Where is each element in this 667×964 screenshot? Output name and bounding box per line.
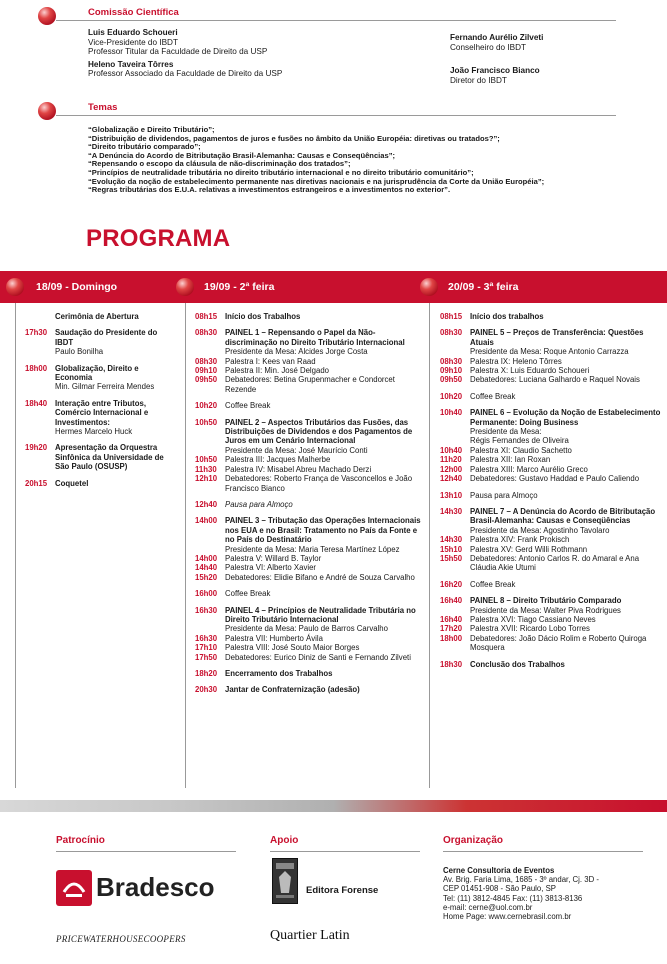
talk-row <box>195 465 423 474</box>
schedule-title: PAINEL 2 – Aspectos Tributários das Fusões, das Distribuições de Dividendos e dos Pagamentos de Juros em um Cenário Internacional <box>225 417 413 446</box>
schedule-detail: Presidente da Mesa: Walter Piva Rodrigues <box>470 605 621 615</box>
red-ball-ornament <box>176 278 194 296</box>
org-line: Tel: (11) 3812-4845 Fax: (11) 3813-8136 <box>443 893 583 903</box>
schedule-block <box>440 596 662 652</box>
section-title-temas: Temas <box>88 102 118 113</box>
talk-row <box>440 446 662 455</box>
timeline-line <box>15 303 16 788</box>
tema-item: “Repensando o escopo da cláusula de não-discriminação dos tratados”; <box>88 159 351 169</box>
schedule-block <box>195 516 423 582</box>
talk-row <box>195 357 423 366</box>
talk-time: 16h40 <box>440 614 463 624</box>
member-name: Luis Eduardo Schoueri <box>88 28 178 37</box>
schedule-title: PAINEL 8 – Direito Tributário Comparado <box>470 596 622 606</box>
schedule-block <box>195 606 423 662</box>
schedule-item <box>195 669 423 678</box>
talk-text: Palestra VII: Humberto Ávila <box>225 633 323 643</box>
member-role: Vice-Presidente do IBDT <box>88 37 178 47</box>
schedule-title: Coffee Break <box>470 391 516 401</box>
schedule-title: Coffee Break <box>225 401 271 411</box>
member-role: Diretor do IBDT <box>450 75 507 85</box>
schedule-time <box>25 312 55 321</box>
talk-row <box>440 375 662 384</box>
schedule-item <box>440 491 662 500</box>
org-line: Home Page: www.cernebrasil.com.br <box>443 912 572 922</box>
red-ball-ornament <box>420 278 438 296</box>
member-name: Heleno Taveira Tôrres <box>88 59 174 69</box>
schedule-content <box>55 399 175 437</box>
talk-row <box>440 634 662 653</box>
schedule-title: Início dos trabalhos <box>470 312 544 321</box>
schedule-content <box>225 669 423 678</box>
forense-label: Editora Forense <box>306 885 379 896</box>
schedule-title: PAINEL 4 – Princípios de Neutralidade Tributária no Direito Tributário Internacional <box>225 605 416 624</box>
schedule-item <box>25 443 175 471</box>
red-ball-ornament <box>38 102 56 120</box>
programa-title: PROGRAMA <box>86 225 231 252</box>
apoio-title: Apoio <box>270 835 299 846</box>
tema-item: “A Denúncia do Acordo de Bitributação Brasil-Alemanha: Causas e Conseqüências”; <box>88 150 396 160</box>
member-name: João Francisco Bianco <box>450 66 540 76</box>
talk-time: 09h50 <box>195 375 218 385</box>
schedule-item <box>25 328 175 356</box>
schedule-time: 14h00 <box>195 516 218 526</box>
talk-text: Debatedores: Antonio Carlos R. do Amaral e Ana Cláudia Akie Utumi <box>470 553 640 573</box>
schedule-item <box>440 507 662 535</box>
talk-text: Debatedores: Luciana Galhardo e Raquel Novais <box>470 375 640 385</box>
schedule-content <box>225 328 423 356</box>
schedule-content <box>470 580 662 589</box>
schedule-detail: Presidente da Mesa: Maria Teresa Martínez López <box>225 544 400 554</box>
schedule-title: Pausa para Almoço <box>225 499 293 509</box>
schedule-item <box>25 364 175 392</box>
schedule-content <box>225 685 423 694</box>
talk-row <box>440 535 662 544</box>
talk-row <box>440 554 662 573</box>
tema-item: “Globalização e Direito Tributário”; <box>88 125 215 134</box>
talk-row <box>195 554 423 563</box>
schedule-content <box>225 500 423 509</box>
talk-text: Palestra XII: Ian Roxan <box>470 455 551 465</box>
schedule-day-2 <box>195 312 423 702</box>
schedule-detail: Presidente da Mesa: Paulo de Barros Carvalho <box>225 624 388 634</box>
red-ball-ornament <box>6 278 24 296</box>
talk-text: Palestra VI: Alberto Xavier <box>225 563 317 573</box>
comissao-right <box>450 33 650 85</box>
schedule-content <box>55 443 175 471</box>
talk-time: 14h40 <box>195 563 218 573</box>
quartier-latin-wordmark: Quartier Latin <box>270 928 350 943</box>
talk-row <box>440 465 662 474</box>
schedule-content <box>225 606 423 634</box>
talk-text: Palestra XI: Claudio Sachetto <box>470 445 572 455</box>
schedule-title: Cerimônia de Abertura <box>55 312 139 321</box>
tema-item: “Distribuição de dividendos, pagamentos de juros e fusões no âmbito da União Européia: diretivas ou tratados?”; <box>88 133 500 143</box>
timeline-line <box>185 303 186 788</box>
schedule-content <box>470 408 662 446</box>
schedule-title: Pausa para Almoço <box>470 490 538 500</box>
schedule-item <box>25 479 175 488</box>
forense-logo-icon <box>272 858 298 904</box>
schedule-time: 16h20 <box>440 579 463 589</box>
schedule-item <box>440 596 662 615</box>
schedule-item <box>440 408 662 446</box>
schedule-title: Coffee Break <box>470 579 516 589</box>
talk-row <box>195 563 423 572</box>
talk-row <box>195 366 423 375</box>
talk-time: 18h00 <box>440 633 463 643</box>
member-name: Fernando Aurélio Zilveti <box>450 33 544 42</box>
section-title-comissao: Comissão Científica <box>88 7 179 18</box>
talk-text: Palestra XIII: Marco Aurélio Greco <box>470 464 588 474</box>
org-line: e-mail: cerne@uol.com.br <box>443 902 533 912</box>
talk-row <box>440 615 662 624</box>
schedule-time: 08h15 <box>440 312 463 321</box>
schedule-time: 18h40 <box>25 398 48 408</box>
org-line: CEP 01451-908 - São Paulo, SP <box>443 884 556 894</box>
talk-text: Debatedores: Betina Grupenmacher e Condorcet Rezende <box>225 375 395 394</box>
talk-text: Palestra IX: Heleno Tôrres <box>470 356 562 366</box>
schedule-item <box>440 580 662 589</box>
schedule-content <box>225 312 423 321</box>
schedule-content <box>470 328 662 356</box>
schedule-content <box>55 312 175 321</box>
schedule-content <box>470 312 662 321</box>
schedule-detail: Presidente da Mesa: Roque Antonio Carrazza <box>470 347 629 357</box>
schedule-content <box>225 418 423 456</box>
schedule-time: 20h15 <box>25 478 48 488</box>
schedule-time: 16h00 <box>195 589 218 599</box>
schedule-item <box>195 516 423 554</box>
schedule-item <box>25 399 175 437</box>
schedule-block <box>440 507 662 573</box>
talk-text: Palestra II: Min. José Delgado <box>225 366 330 376</box>
schedule-detail: Presidente da Mesa: José Maurício Conti <box>225 445 368 455</box>
schedule-item <box>440 312 662 321</box>
schedule-item <box>195 589 423 598</box>
patrocinio-title: Patrocínio <box>56 835 105 846</box>
schedule-time: 18h30 <box>440 659 463 669</box>
organizacao-title: Organização <box>443 835 504 846</box>
talk-time: 09h10 <box>440 366 463 376</box>
footer-divider <box>443 851 643 852</box>
schedule-block <box>440 408 662 483</box>
schedule-title: PAINEL 6 – Evolução da Noção de Estabelecimento Permanente: Doing Business <box>470 408 661 427</box>
talk-text: Palestra XIV: Frank Prokisch <box>470 535 570 545</box>
talk-text: Palestra IV: Misabel Abreu Machado Derzi <box>225 464 372 474</box>
schedule-title: Encerramento dos Trabalhos <box>225 669 333 678</box>
talk-row <box>440 357 662 366</box>
tema-item: “Direito tributário comparado”; <box>88 142 201 152</box>
schedule-content <box>470 660 662 669</box>
schedule-item <box>195 418 423 456</box>
member-role: Professor Associado da Faculdade de Direito da USP <box>88 69 283 79</box>
talk-text: Palestra III: Jacques Malherbe <box>225 455 331 465</box>
talk-text: Debatedores: João Dácio Rolim e Roberto Quiroga Mosquera <box>470 633 647 653</box>
footer-color-band <box>0 800 667 812</box>
schedule-time: 18h20 <box>195 669 218 678</box>
talk-text: Debatedores: Elidie Bifano e André de Souza Carvalho <box>225 572 415 582</box>
talk-time: 11h30 <box>195 464 217 474</box>
talk-text: Palestra I: Kees van Raad <box>225 356 316 366</box>
schedule-title: Início dos Trabalhos <box>225 312 301 321</box>
talk-time: 12h10 <box>195 474 218 484</box>
talk-time: 08h30 <box>440 356 463 366</box>
talk-row <box>195 653 423 662</box>
schedule-time: 10h20 <box>195 401 218 411</box>
member-role: Conselheiro do IBDT <box>450 42 526 52</box>
org-line: Av. Brig. Faria Lima, 1685 - 3º andar, Cj. 3D - <box>443 875 599 885</box>
organizacao-info <box>443 866 653 921</box>
schedule-title: Coquetel <box>55 478 89 488</box>
talk-row <box>440 624 662 633</box>
talk-row <box>195 643 423 652</box>
schedule-detail: Min. Gilmar Ferreira Mendes <box>55 382 155 392</box>
talk-time: 09h50 <box>440 375 463 385</box>
schedule-detail: Hermes Marcelo Huck <box>55 427 133 437</box>
schedule-title: PAINEL 3 – Tributação das Operações Internacionais nos EUA e no Brasil: Tratamento no País da Fonte e no País do Destinatário <box>225 516 421 545</box>
schedule-content <box>55 364 175 392</box>
talk-time: 12h00 <box>440 464 463 474</box>
talk-time: 09h10 <box>195 366 218 376</box>
schedule-time: 13h10 <box>440 490 463 500</box>
talk-row <box>440 455 662 464</box>
comissao-left <box>88 28 418 79</box>
talk-time: 10h50 <box>195 455 218 465</box>
schedule-time: 14h30 <box>440 506 463 516</box>
schedule-title: Interação entre Tributos, Comércio Internacional e Investimentos: <box>55 398 149 427</box>
talk-row <box>440 474 662 483</box>
schedule-item <box>195 500 423 509</box>
footer-divider <box>270 851 420 852</box>
day-label: 19/09 - 2ª feira <box>204 281 275 293</box>
schedule-content <box>470 491 662 500</box>
schedule-time: 08h15 <box>195 312 218 321</box>
schedule-time: 10h20 <box>440 391 463 401</box>
talk-time: 15h50 <box>440 553 463 563</box>
talk-text: Debatedores: Gustavo Haddad e Paulo Caliendo <box>470 474 640 484</box>
talk-time: 17h20 <box>440 624 463 634</box>
talk-time: 08h30 <box>195 356 218 366</box>
schedule-title: PAINEL 7 – A Denúncia do Acordo de Bitributação Brasil-Alemanha: Causas e Conseqüências <box>470 506 656 526</box>
talk-row <box>195 474 423 493</box>
schedule-day-3 <box>440 312 662 676</box>
tema-item: “Evolução da noção de estabelecimento permanente nas diretivas nacionais e na jurisprudência da Corte da União Européia”; <box>88 176 545 186</box>
schedule-detail: Presidente da Mesa: <box>470 427 542 437</box>
talk-time: 14h30 <box>440 535 463 545</box>
schedule-detail: Paulo Bonilha <box>55 347 104 357</box>
schedule-title: PAINEL 5 – Preços de Transferência: Questões Atuais <box>470 328 644 347</box>
schedule-title: Globalização, Direito e Economia <box>55 363 139 383</box>
talk-time: 17h50 <box>195 652 218 662</box>
schedule-time: 16h30 <box>195 605 218 615</box>
schedule-content <box>225 589 423 598</box>
schedule-title: PAINEL 1 – Repensando o Papel da Não-discriminação no Direito Tributário Internacional <box>225 328 405 347</box>
pwc-wordmark: PRICEWATERHOUSECOOPERS <box>56 934 186 944</box>
section-divider <box>56 20 616 21</box>
schedule-content <box>55 479 175 488</box>
schedule-title: Saudação do Presidente do IBDT <box>55 328 158 347</box>
day-label: 20/09 - 3ª feira <box>448 281 519 293</box>
schedule-item <box>25 312 175 321</box>
schedule-time: 10h50 <box>195 417 218 427</box>
talk-row <box>195 455 423 464</box>
schedule-time: 12h40 <box>195 499 218 509</box>
schedule-detail: Presidente da Mesa: Alcides Jorge Costa <box>225 347 368 357</box>
talk-time: 12h40 <box>440 474 463 484</box>
talk-time: 11h20 <box>440 455 462 465</box>
tema-item: “Regras tributárias dos E.U.A. relativas a investimentos estrangeiros e a investimentos no exterior”. <box>88 185 451 195</box>
talk-text: Palestra X: Luis Eduardo Schoueri <box>470 366 590 376</box>
schedule-detail: Régis Fernandes de Oliveira <box>470 436 569 446</box>
talk-text: Palestra V: Willard B. Taylor <box>225 553 322 563</box>
talk-text: Palestra VIII: José Souto Maior Borges <box>225 643 360 653</box>
schedule-content <box>470 596 662 615</box>
schedule-block <box>195 328 423 394</box>
talk-time: 10h40 <box>440 445 463 455</box>
talk-text: Palestra XVI: Tiago Cassiano Neves <box>470 614 596 624</box>
schedule-item <box>195 606 423 634</box>
schedule-item <box>195 685 423 694</box>
section-divider <box>56 115 616 116</box>
talk-text: Debatedores: Roberto França de Vasconcellos e João Francisco Bianco <box>225 474 413 493</box>
bradesco-wordmark: Bradesco <box>96 872 215 902</box>
talk-time: 17h10 <box>195 643 218 653</box>
schedule-time: 19h20 <box>25 443 48 453</box>
talk-row <box>440 545 662 554</box>
schedule-item <box>440 328 662 356</box>
schedule-content <box>225 516 423 554</box>
schedule-time: 16h40 <box>440 596 463 606</box>
talk-time: 15h20 <box>195 572 218 582</box>
talk-text: Palestra XVII: Ricardo Lobo Torres <box>470 624 590 634</box>
schedule-item <box>195 401 423 410</box>
schedule-content <box>55 328 175 356</box>
schedule-time: 17h30 <box>25 328 48 338</box>
schedule-title: Conclusão dos Trabalhos <box>470 659 565 669</box>
member-role: Professor Titular da Faculdade de Direito da USP <box>88 47 268 57</box>
schedule-content <box>470 507 662 535</box>
schedule-block <box>195 418 423 493</box>
talk-time: 14h00 <box>195 553 218 563</box>
timeline-line <box>429 303 430 788</box>
bradesco-logo-icon <box>56 870 92 906</box>
tema-item: “Princípios de neutralidade tributária no direito tributário internacional e no direito tributário comunitário”; <box>88 167 474 177</box>
schedule-time: 08h30 <box>195 328 218 338</box>
schedule-title: Jantar de Confraternização (adesão) <box>225 685 360 695</box>
talk-time: 16h30 <box>195 633 218 643</box>
schedule-content <box>225 401 423 410</box>
schedule-time: 08h30 <box>440 328 463 338</box>
schedule-time: 10h40 <box>440 408 463 418</box>
schedule-time: 18h00 <box>25 363 48 373</box>
schedule-block <box>440 328 662 384</box>
day-label: 18/09 - Domingo <box>36 281 118 293</box>
talk-row <box>195 573 423 582</box>
talk-time: 15h10 <box>440 544 463 554</box>
schedule-item <box>195 312 423 321</box>
schedule-item <box>195 328 423 356</box>
schedule-item <box>440 660 662 669</box>
footer-divider <box>56 851 236 852</box>
schedule-content <box>470 392 662 401</box>
talk-row <box>195 634 423 643</box>
schedule-time: 20h30 <box>195 685 218 695</box>
schedule-day-1 <box>25 312 175 495</box>
talk-row <box>195 375 423 394</box>
talk-row <box>440 366 662 375</box>
schedule-title: Coffee Break <box>225 589 271 599</box>
schedule-title: Apresentação da Orquestra Sinfônica da Universidade de São Paulo (OSUSP) <box>55 443 164 472</box>
temas-list <box>88 126 648 195</box>
schedule-item <box>440 392 662 401</box>
talk-text: Debatedores: Eurico Diniz de Santi e Fernando Zilveti <box>225 652 411 662</box>
red-ball-ornament <box>38 7 56 25</box>
talk-text: Palestra XV: Gerd Willi Rothmann <box>470 544 588 554</box>
schedule-detail: Presidente da Mesa: Agostinho Tavolaro <box>470 525 610 535</box>
org-name: Cerne Consultoria de Eventos <box>443 866 555 875</box>
